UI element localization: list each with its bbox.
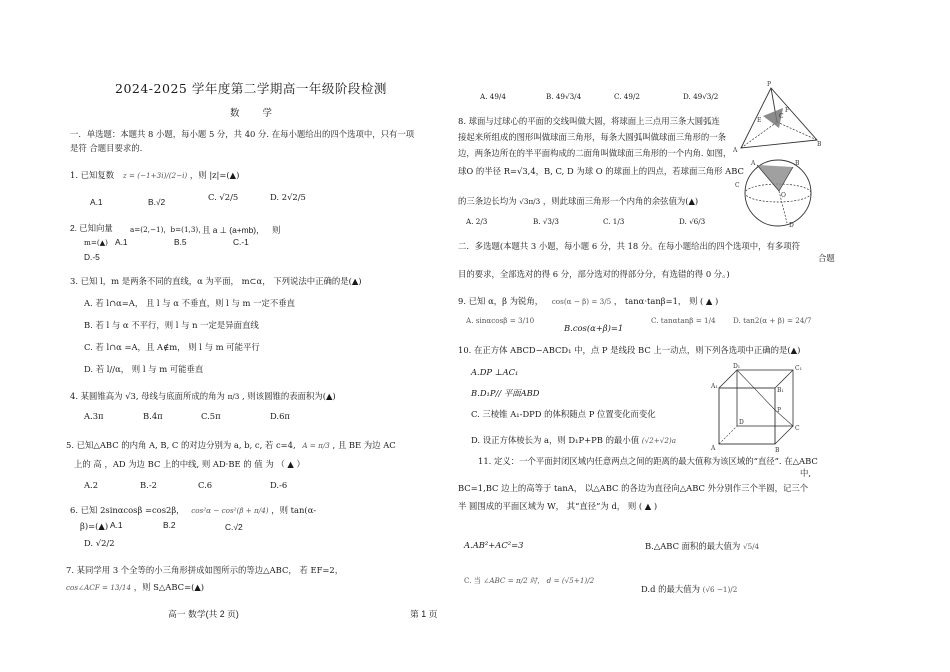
cube-edge-1 <box>719 370 737 388</box>
section1-line2: 是符 合题目要求的. <box>70 143 143 153</box>
q8-line3: 边，两条边所在的半平面构成的二面角叫做球面三角形的一个内角. 如图， <box>458 148 732 158</box>
q9-option-a[interactable]: A. sinαcosβ = 3/10 <box>466 316 535 325</box>
left-footer: 高一 数学(共 2 页) <box>168 609 239 619</box>
tetra-label-p: P <box>767 81 772 88</box>
q11-option-a[interactable]: A.AB²+AC²=3 <box>464 540 524 550</box>
subject-title: 数 学 <box>230 108 283 119</box>
q7-line1: 7. 某同学用 3 个全等的小三角形拼成如图所示的等边△ABC， 若 EF=2， <box>66 565 344 575</box>
q1-formula: z = (−1+3i)/(2−i) <box>122 171 188 180</box>
q8-len: √3π/3 <box>519 197 541 206</box>
q11-option-d[interactable] <box>641 584 737 595</box>
q11-option-b-text: B.△ABC 面积的最大值为 <box>645 541 741 551</box>
q10-option-a[interactable]: A.DP ⊥AC₁ <box>471 367 519 377</box>
cube-label-d1: D₁ <box>733 363 741 370</box>
q9-stem-post: ， tanα·tanβ=1， 则 ( ▲ ) <box>613 296 719 306</box>
q5-angle: A = π/3 <box>302 441 330 450</box>
exam-title: 2024-2025 学年度第二学期高一年级阶段检测 <box>115 81 387 96</box>
q11-option-b[interactable] <box>645 541 759 552</box>
tetra-label-c: C <box>779 113 784 120</box>
section2-line1b: 合题 <box>818 253 835 263</box>
q3-option-a[interactable]: A. 若 l∩α=A， 且 l 与 α 不垂直，则 l 与 m 一定不垂直 <box>84 298 295 308</box>
q5-option-a[interactable]: A.2 <box>84 480 99 490</box>
q4-stem-pre: 4. 某圆锥高为 √3, 母线与底面所成的角为 <box>70 391 225 401</box>
q2-option-b[interactable]: B.5 <box>174 237 187 247</box>
q11-option-c-formula: ∠ABC = π/2 时， d = (√5+1)/2 <box>483 576 595 585</box>
q3-stem: 3. 已知 l，m 是两条不同的直线，α 为平面， m⊂α， 下列说法中正确的是(▲) <box>70 276 362 286</box>
q4-stem-post: , 则该圆锥的表面积为(▲) <box>242 391 336 401</box>
q1-option-c[interactable]: C. √2/5 <box>208 192 239 202</box>
cube-label-a: A <box>711 445 716 452</box>
cube-hidden-edge <box>719 426 737 444</box>
q5-stem-pre: 5. 已知△ABC 的内角 A, B, C 的对边分别为 a, b, c, 若 c=4, <box>66 440 296 450</box>
tetra-label-b: B <box>817 141 822 148</box>
sphere-figure <box>733 157 823 229</box>
q11-option-c-text: C. 当 <box>464 576 481 585</box>
q11-option-b-value: √5/4 <box>742 542 760 551</box>
q2-stem-pre: 2. 已知向量 <box>70 223 113 233</box>
q4-option-a[interactable]: A.3π <box>84 411 104 421</box>
q4-option-b[interactable]: B.4π <box>143 411 163 421</box>
cube-label-p: P <box>777 407 782 414</box>
cube-label-d: D <box>739 419 744 426</box>
q6-formula: cos²α − cos²(β + π/4) <box>191 506 269 515</box>
q2-option-c[interactable]: C.-1 <box>233 237 249 247</box>
q8-line2: 接起来所组成的图形叫做球面三角形，每条大圆弧叫做球面三角形的一条 <box>458 132 726 142</box>
sphere-label-b: B <box>795 160 800 167</box>
sphere-label-d: D <box>789 222 794 229</box>
q7-option-c[interactable]: C. 49/2 <box>614 92 640 101</box>
q5-option-d[interactable]: D.-6 <box>270 480 288 490</box>
q10-option-b[interactable]: B.D₁P// 平面ABD <box>471 388 540 398</box>
q2-condition: 且 a ⊥ (a+mb)， <box>202 225 265 235</box>
q10-option-c[interactable]: C. 三棱锥 A₁-DPD 的体积随点 P 位置变化而变化 <box>471 409 656 419</box>
q7-line2-post: ，则 S△ABC=(▲) <box>133 582 205 592</box>
q7-option-d[interactable]: D. 49√3/2 <box>683 92 719 101</box>
q7-option-b[interactable]: B. 49√3/4 <box>546 92 582 101</box>
q6-option-b[interactable]: B.2 <box>163 520 176 530</box>
q5-stem <box>66 440 396 451</box>
q11-line1b: 中, <box>800 468 812 478</box>
q7-line2 <box>66 582 204 593</box>
q3-option-d[interactable]: D. 若 l//α， 则 l 与 m 可能垂直 <box>84 364 204 374</box>
q8-line4: 球O 的半径 R=√3,4，B, C, D 为球 O 的球面上的四点，若球面三角形 ABC <box>458 166 744 176</box>
cube-edge-2 <box>775 370 793 388</box>
q5-stem-post: , 且 BE 为边 AC <box>332 440 396 450</box>
q8-line5 <box>458 196 698 207</box>
q11-line2: BC=1,BC 边上的高等于 tanA， 以△ABC 的各边为直径向△ABC 外分别作三个半圆，记三个 <box>458 483 809 493</box>
cube-figure <box>711 362 811 452</box>
q1-stem-pre: 1. 已知复数 <box>70 170 115 180</box>
q8-line5-post: ，则此球面三角形一个内角的余弦值为(▲) <box>542 196 699 206</box>
q6-line2: β)=(▲) <box>80 521 109 531</box>
sphere-label-c: C <box>735 182 740 189</box>
tetra-dashed-edge <box>741 122 777 148</box>
q6-option-d[interactable]: D. √2/2 <box>84 538 115 548</box>
q6-stem-pre: 6. 已知 2sinαcosβ =cos2β， <box>70 505 185 515</box>
spherical-triangle <box>757 165 793 191</box>
q4-option-d[interactable]: D.6π <box>270 411 290 421</box>
q11-option-d-text: D.d 的最大值为 <box>641 584 700 594</box>
q9-stem-pre: 9. 已知 α，β 为锐角， <box>458 296 544 306</box>
q7-option-a[interactable]: A. 49/4 <box>480 92 506 101</box>
q1-option-a[interactable]: A.1 <box>90 197 103 207</box>
q8-option-c[interactable]: C. 1/3 <box>603 217 625 226</box>
tetra-label-a: A <box>733 147 738 154</box>
q1-stem-post: ，则 |z|=(▲) <box>189 170 240 180</box>
q3-option-c[interactable]: C. 若 l∩α =A，且 A∉m， 则 l 与 m 可能平行 <box>84 342 260 352</box>
tetra-label-f: F <box>785 107 790 114</box>
cube-label-b1: B₁ <box>777 387 784 394</box>
q1-option-b[interactable]: B.√2 <box>148 197 166 207</box>
q6-option-c[interactable]: C.√2 <box>225 522 243 532</box>
q8-line5-pre: 的三条边长均为 <box>458 196 517 206</box>
sphere-label-o: O <box>781 192 786 199</box>
q9-stem <box>458 296 718 307</box>
q10-option-d-text: D. 设正方体棱长为 a，则 D₁P+PB 的最小值 <box>471 435 640 445</box>
q5-option-b[interactable]: B.-2 <box>140 480 157 490</box>
right-footer: 第 1 页 <box>410 609 438 619</box>
section1-line1: 一．单选题：本题共 8 小题，每小题 5 分，共 40 分. 在每小题给出的四个选项中，只有一项 <box>70 129 415 139</box>
sphere-label-a: A <box>751 160 756 167</box>
q9-formula: cos(α − β) = 3/5 <box>551 297 612 306</box>
q2-vectors: a=(2,−1)，b=(1,3)， <box>130 225 206 234</box>
q8-option-a[interactable]: A. 2/3 <box>466 217 488 226</box>
q10-option-d-value: (√2+√2)a <box>641 436 677 445</box>
q6-stem-post: ，则 tan(α- <box>271 505 317 515</box>
q4-stem <box>70 391 336 402</box>
q7-cos: cos∠ACF = 13/14 <box>66 583 132 592</box>
q1-option-d[interactable]: D. 2√2/5 <box>270 192 306 202</box>
q2-option-d[interactable]: D.-5 <box>84 252 100 262</box>
cube-edge-3 <box>775 426 793 444</box>
tetrahedron-figure <box>733 82 823 154</box>
q5-line2: 上的 高 ，AD 为边 BC 上的中线, 则 AD·BE 的 值 为 （ ▲ ） <box>74 459 305 469</box>
cube-label-a1: A₁ <box>711 383 718 390</box>
q8-option-b[interactable]: B. √3/3 <box>533 217 559 226</box>
tetra-dashed-edge-2 <box>777 122 817 140</box>
q9-option-d[interactable]: D. tan2(α + β) = 24/7 <box>733 316 812 325</box>
q11-option-d-value: (√6 −1)/2 <box>702 585 738 594</box>
q9-option-b[interactable]: B.cos(α+β)=1 <box>564 323 624 333</box>
tetra-label-e: E <box>757 117 762 124</box>
q4-option-c[interactable]: C.5π <box>201 411 221 421</box>
q5-option-c[interactable]: C.6 <box>198 480 213 490</box>
q8-option-d[interactable]: D. √6/3 <box>679 217 706 226</box>
q3-option-b[interactable]: B. 若 l 与 α 不平行，则 l 与 n 一定是异面直线 <box>84 320 259 330</box>
q11-line3: 半 圆围成的平面区域为 W， 其“直径”为 d， 则 ( ▲ ) <box>458 501 658 511</box>
section2-line2: 目的要求，全部选对的得 6 分，部分选对的得部分分，有选错的得 0 分。) <box>458 269 730 279</box>
q10-stem: 10. 在正方体 ABCD−ABCD₁ 中，点 P 是线段 BC 上一动点，则下列各选项中正确的是(▲) <box>458 345 801 355</box>
q6-option-a[interactable]: A.1 <box>110 520 123 530</box>
cube-label-b: B <box>775 447 780 454</box>
cube-label-c1: C₁ <box>795 365 802 372</box>
cube-line-d1p <box>737 370 775 410</box>
q9-option-c[interactable]: C. tanαtanβ = 1/4 <box>651 316 716 325</box>
q10-option-d[interactable] <box>471 435 676 446</box>
q2-option-a[interactable]: A.1 <box>115 237 128 247</box>
q1-stem <box>70 170 239 181</box>
q2-then: 则 <box>272 225 281 235</box>
q2-m: m=(▲) <box>84 238 108 247</box>
q8-line1: 8. 球面与过球心的平面的交线叫做大圆，将球面上三点用三条大圆弧连 <box>458 116 720 126</box>
q6-stem <box>70 505 316 516</box>
q11-option-c[interactable] <box>464 576 594 585</box>
q4-angle: π/3 <box>227 392 240 401</box>
cube-label-c: C <box>795 425 800 432</box>
section2-line1: 二．多选题(本题共 3 小题，每小题 6 分，共 18 分。在每小题给出的四个选项中，有多项符 <box>458 241 801 251</box>
q11-line1: 11. 定义：一个平面封闭区域内任意两点之间的距离的最大值称为该区域的“直径”. 在△ABC <box>478 456 818 466</box>
